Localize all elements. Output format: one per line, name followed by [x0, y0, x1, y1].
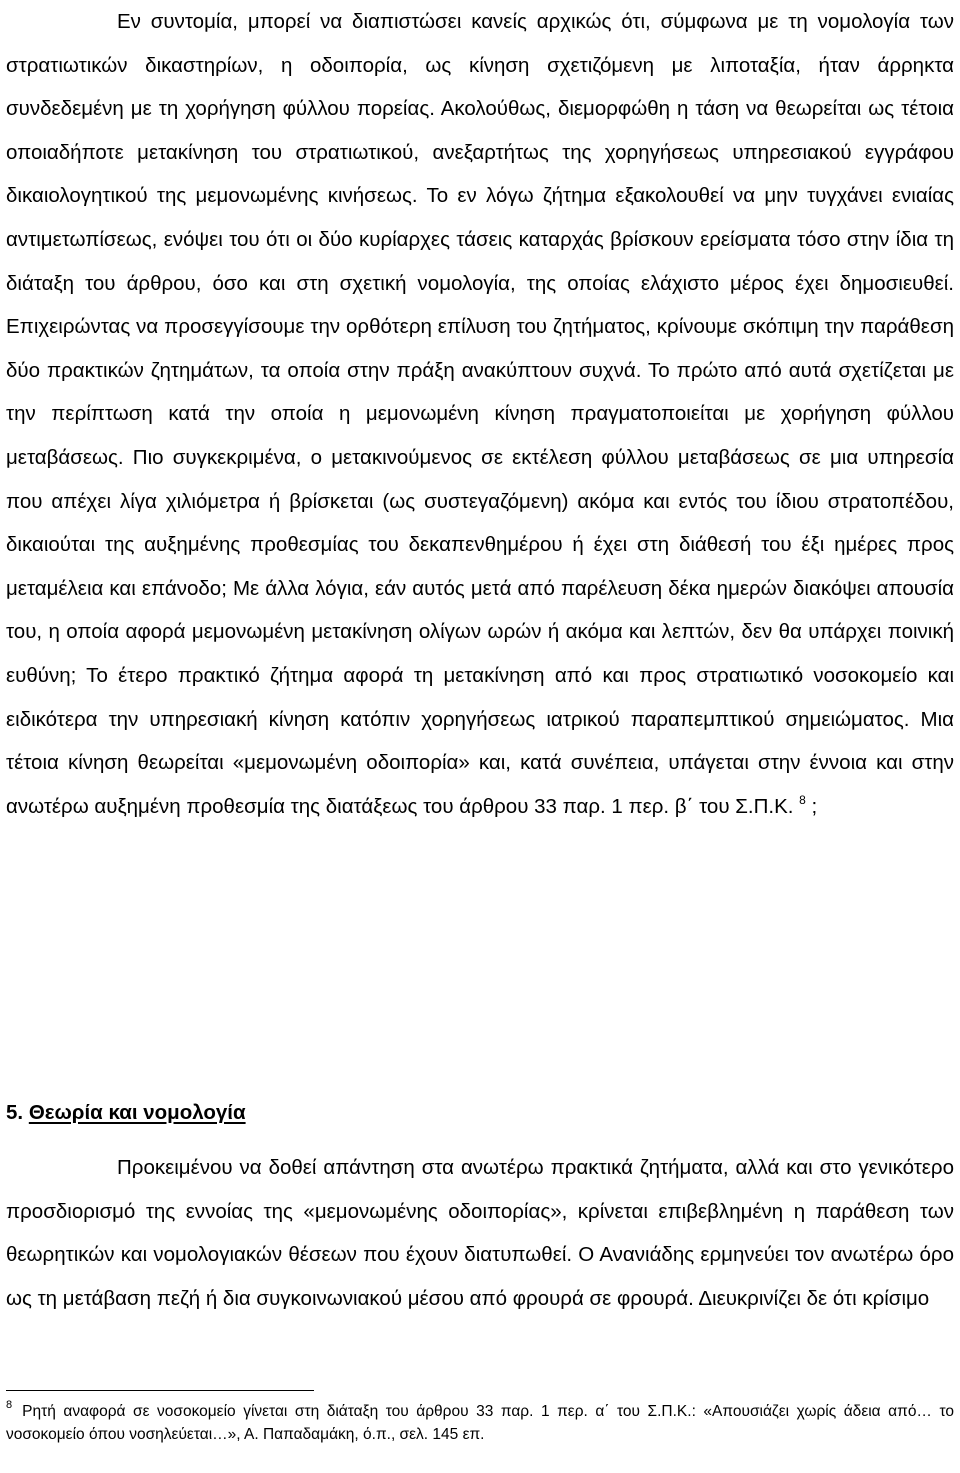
- paragraph-1: [6, 0, 954, 828]
- section-heading: [6, 1091, 246, 1135]
- paragraph-1-end: ;: [805, 794, 818, 818]
- footnote-separator: [6, 1390, 314, 1391]
- footnote: [6, 1400, 954, 1446]
- footnote-number: 8: [6, 1399, 13, 1411]
- footnote-reference[interactable]: 8: [799, 792, 806, 807]
- paragraph-2: [6, 1146, 954, 1320]
- paragraph-2-text: Προκειμένου να δοθεί απάντηση στα ανωτέρω πρακτικά ζητήματα, αλλά και στο γενικότερο προσδιορισμό της εννοίας της «μεμονωμένης οδοιπορίας», κρίνεται επιβεβλημένη η παράθεση των θεωρητικών και νομολογιακών θέσεων που έχουν διατυπωθεί. Ο Ανανιάδης ερμηνεύει τον ανωτέρω όρο ως τη μετάβαση πεζή ή δια συγκοινωνιακού μέσου από φρουρά σε φρουρά. Διευκρινίζει δε ότι κρίσιμο: [6, 1156, 954, 1310]
- paragraph-1-text: Εν συντομία, μπορεί να διαπιστώσει κανείς αρχικώς ότι, σύμφωνα με τη νομολογία των στρατιωτικών δικαστηρίων, η οδοιπορία, ως κίνηση σχετιζόμενη με λιποταξία, ήταν άρρηκτα συνδεδεμένη με τη χορήγηση φύλλου πορείας. Ακολούθως, διεμορφώθη η τάση να θεωρείται ως τέτοια οποιαδήποτε μετακίνηση του στρατιωτικού, ανεξαρτήτως της χορηγήσεως υπηρεσιακού εγγράφου δικαιολογητικού της μεμονωμένης κινήσεως. Το εν λόγω ζήτημα εξακολουθεί να μην τυγχάνει ενιαίας αντιμετωπίσεως, ενόψει του ότι οι δύο κυρίαρχες τάσεις καταρχάς βρίσκουν ερείσματα τόσο στην ίδια τη διάταξη του άρθρου, όσο και στη σχετική νομολογία, της οποίας ελάχιστο μέρος έχει δημοσιευθεί. Επιχειρώντας να προσεγγίσουμε την ορθότερη επίλυση του ζητήματος, κρίνουμε σκόπιμη την παράθεση δύο πρακτικών ζητημάτων, τα οποία στην πράξη ανακύπτουν συχνά. Το πρώτο από αυτά σχετίζεται με την περίπτωση κατά την οποία η μεμονωμένη κίνηση πραγματοποιείται με χορήγηση φύλλου μεταβάσεως. Πιο συγκεκριμένα, ο μετακινούμενος σε εκτέλεση φύλλου μεταβάσεως σε μια υπηρεσία που απέχει λίγα χιλιόμετρα ή βρίσκεται (ως συστεγαζόμενη) ακόμα και εντός του ίδιου στρατοπέδου, δικαιούται της αυξημένης προθεσμίας του δεκαπενθημέρου ή έχει στη διάθεσή του έξι ημέρες προς μεταμέλεια και επάνοδο; Με άλλα λόγια, εάν αυτός μετά από παρέλευση δέκα ημερών διακόψει απουσία του, η οποία αφορά μεμονωμένη μετακίνηση ολίγων ωρών ή ακόμα και λεπτών, δεν θα υπάρχει ποινική ευθύνη; Το έτερο πρακτικό ζήτημα αφορά τη μετακίνηση από και προς στρατιωτικό νοσοκομείο και ειδικότερα την υπηρεσιακή κίνηση κατόπιν χορηγήσεως ιατρικού παραπεμπτικού σημειώματος. Μια τέτοια κίνηση θεωρείται «μεμονωμένη οδοιπορία» και, κατά συνέπεια, υπάγεται στην έννοια και στην ανωτέρω αυξημένη προθεσμία της διατάξεως του άρθρου 33 παρ. 1 περ. β΄ του Σ.Π.Κ.: [6, 10, 954, 818]
- footnote-text: Ρητή αναφορά σε νοσοκομείο γίνεται στη διάταξη του άρθρου 33 παρ. 1 περ. α΄ του Σ.Π.Κ.: «Απουσιάζει χωρίς άδεια από… το νοσοκομείο όπου νοσηλεύεται…», Α. Παπαδαμάκη, ό.π., σελ. 145 επ.: [6, 1403, 954, 1443]
- section-title: Θεωρία και νομολογία: [28, 1101, 246, 1124]
- section-number: 5.: [6, 1101, 24, 1124]
